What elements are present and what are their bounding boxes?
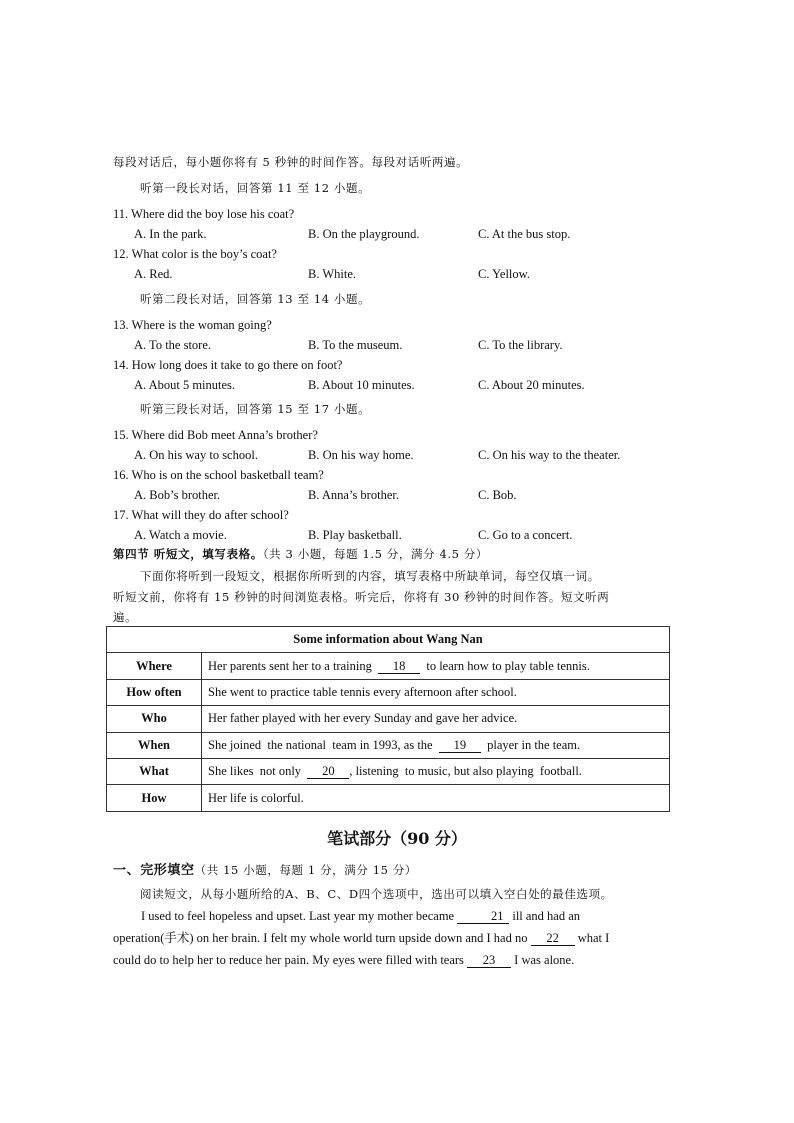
row-value: She went to practice table tennis every afternoon after school. [202, 679, 670, 705]
q17-option-a: A. Watch a movie. [134, 528, 227, 542]
q15-option-c: C. On his way to the theater. [478, 448, 621, 462]
row-value: Her life is colorful. [202, 785, 670, 811]
row-key: What [107, 758, 202, 784]
row-text: She likes not only [208, 764, 308, 779]
part4-instruction-line2: 听短文前，你将有 15 秒钟的时间浏览表格。听完后，你将有 30 秒钟的时间作答。短文听两 [113, 590, 610, 604]
q16-option-c: C. Bob. [478, 488, 517, 502]
passage-text: ill and had an [509, 909, 581, 923]
cloze-passage-line2 [113, 927, 681, 949]
section2-heading: 听第二段长对话，回答第 13 至 14 小题。 [140, 292, 371, 306]
passage-text: could do to help her to reduce her pain. My eyes were filled with tears [113, 953, 468, 967]
row-key: Where [107, 653, 202, 679]
row-key: Who [107, 706, 202, 732]
table-row [107, 679, 670, 705]
q12-option-a: A. Red. [134, 267, 173, 281]
answer-blank-20[interactable]: 20 [307, 764, 349, 779]
section1-heading: 听第一段长对话，回答第 11 至 12 小题。 [140, 181, 371, 195]
q11-option-a: A. In the park. [134, 227, 207, 241]
question-17: 17. What will they do after school? [113, 508, 289, 522]
table-row [107, 732, 670, 758]
table-row [107, 785, 670, 811]
part4-instruction-line1: 下面你将听到一段短文，根据你所听到的内容，填写表格中所缺单词，每空仅填一词。 [140, 569, 600, 583]
part4-heading [113, 546, 488, 562]
q17-option-c: C. Go to a concert. [478, 528, 573, 542]
question-14: 14. How long does it take to go there on foot? [113, 358, 343, 372]
question-13: 13. Where is the woman going? [113, 318, 272, 332]
row-value [202, 732, 670, 758]
q14-option-b: B. About 10 minutes. [308, 378, 415, 392]
row-key: When [107, 732, 202, 758]
passage-text: operation(手术) on her brain. I felt my whole world turn upside down and I had no [113, 931, 531, 945]
table-row [107, 758, 670, 784]
info-table [106, 626, 670, 812]
passage-text: I used to feel hopeless and upset. Last year my mother became [141, 909, 458, 923]
q12-option-c: C. Yellow. [478, 267, 530, 281]
answer-blank-21[interactable]: 21 [457, 909, 509, 924]
written-section-title: 笔试部分（90 分） [327, 829, 467, 848]
row-value: Her father played with her every Sunday and gave her advice. [202, 706, 670, 732]
row-key: How [107, 785, 202, 811]
passage-text: what I [574, 931, 610, 945]
q13-option-b: B. To the museum. [308, 338, 403, 352]
part4-instruction-line3: 遍。 [113, 610, 138, 624]
q11-option-c: C. At the bus stop. [478, 227, 571, 241]
q15-option-a: A. On his way to school. [134, 448, 258, 462]
q13-option-c: C. To the library. [478, 338, 563, 352]
row-text: She joined the national team in 1993, as the [208, 737, 439, 752]
row-value [202, 653, 670, 679]
answer-blank-18[interactable]: 18 [378, 659, 420, 674]
part4-score: （共 3 小题，每题 1.5 分，满分 4.5 分） [262, 547, 488, 561]
q16-option-a: A. Bob’s brother. [134, 488, 221, 502]
q13-option-a: A. To the store. [134, 338, 212, 352]
question-15: 15. Where did Bob meet Anna’s brother? [113, 428, 318, 442]
q15-option-b: B. On his way home. [308, 448, 414, 462]
passage-text: I was alone. [511, 953, 575, 967]
cloze-passage [113, 905, 681, 927]
cloze-instruction: 阅读短文，从每小题所给的A、B、C、D四个选项中，选出可以填入空白处的最佳选项。 [140, 887, 613, 901]
row-text: to learn how to play table tennis. [420, 658, 590, 673]
q16-option-b: B. Anna’s brother. [308, 488, 399, 502]
q14-option-c: C. About 20 minutes. [478, 378, 585, 392]
table-row [107, 653, 670, 679]
table-header-row [107, 627, 670, 653]
q12-option-b: B. White. [308, 267, 357, 281]
row-text: player in the team. [480, 737, 581, 752]
cloze-title: 一、完形填空 [113, 863, 195, 878]
table-row [107, 706, 670, 732]
section3-heading: 听第三段长对话，回答第 15 至 17 小题。 [140, 402, 371, 416]
q14-option-a: A. About 5 minutes. [134, 378, 236, 392]
part4-title: 第四节 听短文，填写表格。 [113, 547, 263, 561]
answer-blank-23[interactable]: 23 [467, 953, 511, 968]
table-title: Some information about Wang Nan [107, 627, 670, 653]
question-11: 11. Where did the boy lose his coat? [113, 207, 295, 221]
listening-intro: 每段对话后，每小题你将有 5 秒钟的时间作答。每段对话听两遍。 [113, 155, 469, 169]
q17-option-b: B. Play basketball. [308, 528, 402, 542]
question-12: 12. What color is the boy’s coat? [113, 247, 277, 261]
row-text: Her parents sent her to a training [208, 658, 379, 673]
q11-option-b: B. On the playground. [308, 227, 420, 241]
answer-blank-19[interactable]: 19 [439, 738, 481, 753]
cloze-passage-line3 [113, 949, 681, 971]
answer-blank-22[interactable]: 22 [531, 931, 575, 946]
row-value [202, 758, 670, 784]
row-key: How often [107, 679, 202, 705]
row-text: , listening to music, but also playing football. [349, 764, 582, 779]
cloze-heading [113, 862, 417, 879]
question-16: 16. Who is on the school basketball team? [113, 468, 324, 482]
cloze-score: （共 15 小题，每题 1 分，满分 15 分） [194, 863, 418, 877]
